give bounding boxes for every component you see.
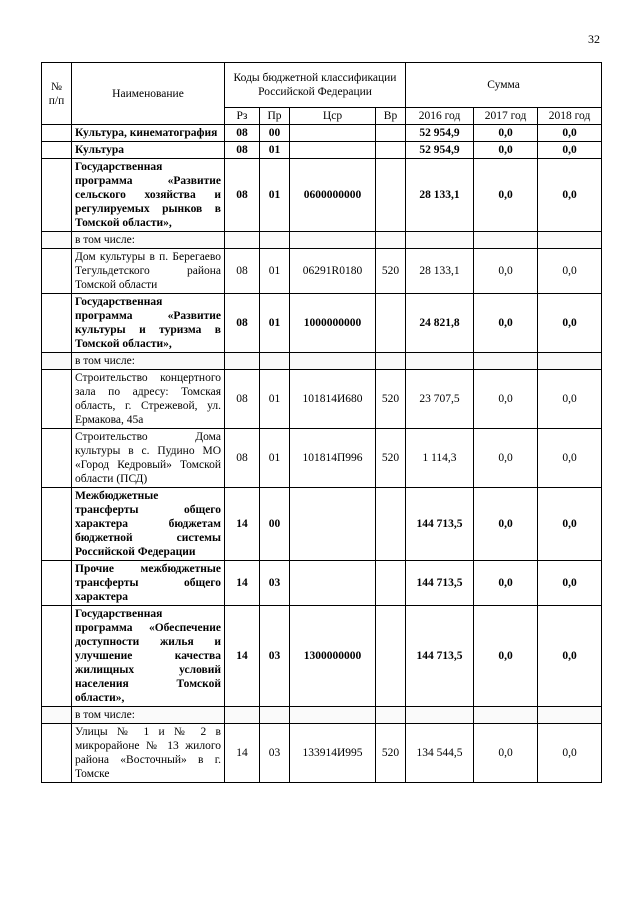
row-number	[42, 353, 72, 370]
row-sum-2017: 0,0	[474, 606, 538, 707]
row-pr: 01	[260, 142, 290, 159]
row-pr	[260, 707, 290, 724]
row-sum-2018: 0,0	[538, 488, 602, 561]
row-pr: 03	[260, 561, 290, 606]
table-row	[42, 429, 602, 488]
row-sum-2016: 24 821,8	[406, 294, 474, 353]
row-sum-2016	[406, 707, 474, 724]
header-csr: Цср	[290, 108, 376, 125]
row-sum-2018	[538, 707, 602, 724]
row-sum-2017: 0,0	[474, 429, 538, 488]
row-vr: 520	[376, 429, 406, 488]
row-pr: 00	[260, 488, 290, 561]
row-vr: 520	[376, 370, 406, 429]
row-csr	[290, 707, 376, 724]
row-vr	[376, 561, 406, 606]
row-name: Межбюджетные трансферты общего характера бюджетам бюджетной системы Российской Федерации	[72, 488, 225, 561]
header-2018: 2018 год	[538, 108, 602, 125]
table-row	[42, 353, 602, 370]
row-name: Строительство концертного зала по адресу: Томская область, г. Стрежевой, ул. Ермакова, 45а	[72, 370, 225, 429]
row-vr	[376, 488, 406, 561]
row-number	[42, 488, 72, 561]
row-pr: 01	[260, 249, 290, 294]
row-rz: 14	[225, 488, 260, 561]
table-row	[42, 724, 602, 783]
row-name: Строительство Дома культуры в с. Пудино МО «Город Кедровый» Томской области (ПСД)	[72, 429, 225, 488]
row-sum-2016: 52 954,9	[406, 125, 474, 142]
row-vr	[376, 232, 406, 249]
header-2016: 2016 год	[406, 108, 474, 125]
row-rz	[225, 707, 260, 724]
row-csr: 1000000000	[290, 294, 376, 353]
row-sum-2016: 23 707,5	[406, 370, 474, 429]
row-sum-2018: 0,0	[538, 159, 602, 232]
row-sum-2018: 0,0	[538, 724, 602, 783]
row-name: Государственная программа «Обеспечение доступности жилья и улучшение качества жилищных условий населения Томской области»,	[72, 606, 225, 707]
row-pr: 00	[260, 125, 290, 142]
row-sum-2018: 0,0	[538, 606, 602, 707]
row-vr	[376, 142, 406, 159]
row-csr: 0600000000	[290, 159, 376, 232]
budget-table	[41, 62, 602, 783]
table-row	[42, 370, 602, 429]
row-csr: 1300000000	[290, 606, 376, 707]
header-pr: Пр	[260, 108, 290, 125]
row-vr: 520	[376, 249, 406, 294]
row-sum-2018: 0,0	[538, 429, 602, 488]
header-rz: Рз	[225, 108, 260, 125]
row-number	[42, 142, 72, 159]
row-pr: 01	[260, 294, 290, 353]
row-sum-2016: 1 114,3	[406, 429, 474, 488]
row-sum-2018: 0,0	[538, 142, 602, 159]
row-rz: 14	[225, 724, 260, 783]
row-number	[42, 232, 72, 249]
row-sum-2016: 134 544,5	[406, 724, 474, 783]
row-name: в том числе:	[72, 353, 225, 370]
row-number	[42, 707, 72, 724]
table-row	[42, 707, 602, 724]
header-vr: Вр	[376, 108, 406, 125]
row-csr: 133914И995	[290, 724, 376, 783]
row-sum-2017: 0,0	[474, 370, 538, 429]
table-body	[42, 125, 602, 783]
table-row	[42, 606, 602, 707]
row-pr: 03	[260, 724, 290, 783]
row-vr	[376, 707, 406, 724]
row-vr	[376, 606, 406, 707]
row-vr	[376, 125, 406, 142]
row-sum-2018: 0,0	[538, 370, 602, 429]
table-row	[42, 159, 602, 232]
row-sum-2017	[474, 353, 538, 370]
row-pr: 01	[260, 370, 290, 429]
row-pr	[260, 232, 290, 249]
header-number: № п/п	[42, 63, 72, 125]
row-sum-2017: 0,0	[474, 159, 538, 232]
row-sum-2016	[406, 232, 474, 249]
row-name: Государственная программа «Развитие культуры и туризма в Томской области»,	[72, 294, 225, 353]
table-row	[42, 561, 602, 606]
row-sum-2018	[538, 353, 602, 370]
row-sum-2016: 144 713,5	[406, 561, 474, 606]
row-number	[42, 606, 72, 707]
header-name: Наименование	[72, 63, 225, 125]
row-number	[42, 370, 72, 429]
row-rz: 08	[225, 125, 260, 142]
table-row	[42, 142, 602, 159]
row-sum-2017: 0,0	[474, 142, 538, 159]
row-number	[42, 294, 72, 353]
row-rz	[225, 353, 260, 370]
row-csr	[290, 232, 376, 249]
row-name: Прочие межбюджетные трансферты общего характера	[72, 561, 225, 606]
row-csr: 06291R0180	[290, 249, 376, 294]
header-2017: 2017 год	[474, 108, 538, 125]
row-csr	[290, 142, 376, 159]
row-rz: 08	[225, 142, 260, 159]
row-sum-2017: 0,0	[474, 125, 538, 142]
row-rz: 08	[225, 249, 260, 294]
row-rz: 08	[225, 370, 260, 429]
row-pr: 01	[260, 429, 290, 488]
row-name: Государственная программа «Развитие сельского хозяйства и регулируемых рынков в Томской области»,	[72, 159, 225, 232]
row-rz: 08	[225, 429, 260, 488]
row-sum-2016: 144 713,5	[406, 606, 474, 707]
row-name: Культура	[72, 142, 225, 159]
row-rz: 14	[225, 561, 260, 606]
row-pr: 01	[260, 159, 290, 232]
row-csr	[290, 125, 376, 142]
row-vr	[376, 353, 406, 370]
table-row	[42, 249, 602, 294]
row-pr: 03	[260, 606, 290, 707]
row-number	[42, 159, 72, 232]
row-csr: 101814П996	[290, 429, 376, 488]
row-csr	[290, 561, 376, 606]
row-number	[42, 125, 72, 142]
row-sum-2018: 0,0	[538, 249, 602, 294]
row-name: Дом культуры в п. Берегаево Тегульдетского района Томской области	[72, 249, 225, 294]
row-sum-2017: 0,0	[474, 294, 538, 353]
table-row	[42, 488, 602, 561]
row-name: Культура, кинематография	[72, 125, 225, 142]
row-sum-2016: 28 133,1	[406, 159, 474, 232]
row-sum-2017	[474, 707, 538, 724]
row-sum-2016: 144 713,5	[406, 488, 474, 561]
row-rz: 08	[225, 159, 260, 232]
row-rz: 14	[225, 606, 260, 707]
row-sum-2017: 0,0	[474, 249, 538, 294]
row-sum-2017	[474, 232, 538, 249]
row-sum-2017: 0,0	[474, 561, 538, 606]
row-number	[42, 429, 72, 488]
row-sum-2016: 52 954,9	[406, 142, 474, 159]
header-budget-codes: Коды бюджетной классификации Российской Федерации	[225, 63, 406, 108]
table-row	[42, 294, 602, 353]
row-sum-2018: 0,0	[538, 125, 602, 142]
row-number	[42, 249, 72, 294]
row-csr	[290, 488, 376, 561]
row-sum-2016	[406, 353, 474, 370]
row-name: Улицы № 1 и № 2 в микрорайоне № 13 жилого района «Восточный» в г. Томске	[72, 724, 225, 783]
row-vr	[376, 294, 406, 353]
row-pr	[260, 353, 290, 370]
row-sum-2018: 0,0	[538, 561, 602, 606]
row-name: в том числе:	[72, 232, 225, 249]
page-number: 32	[588, 32, 600, 46]
row-rz: 08	[225, 294, 260, 353]
row-sum-2017: 0,0	[474, 724, 538, 783]
row-number	[42, 724, 72, 783]
row-sum-2018	[538, 232, 602, 249]
row-vr	[376, 159, 406, 232]
row-name: в том числе:	[72, 707, 225, 724]
row-vr: 520	[376, 724, 406, 783]
row-csr	[290, 353, 376, 370]
row-number	[42, 561, 72, 606]
row-sum-2017: 0,0	[474, 488, 538, 561]
row-sum-2016: 28 133,1	[406, 249, 474, 294]
header-sum: Сумма	[406, 63, 602, 108]
row-rz	[225, 232, 260, 249]
table-row	[42, 125, 602, 142]
row-csr: 101814И680	[290, 370, 376, 429]
row-sum-2018: 0,0	[538, 294, 602, 353]
table-row	[42, 232, 602, 249]
